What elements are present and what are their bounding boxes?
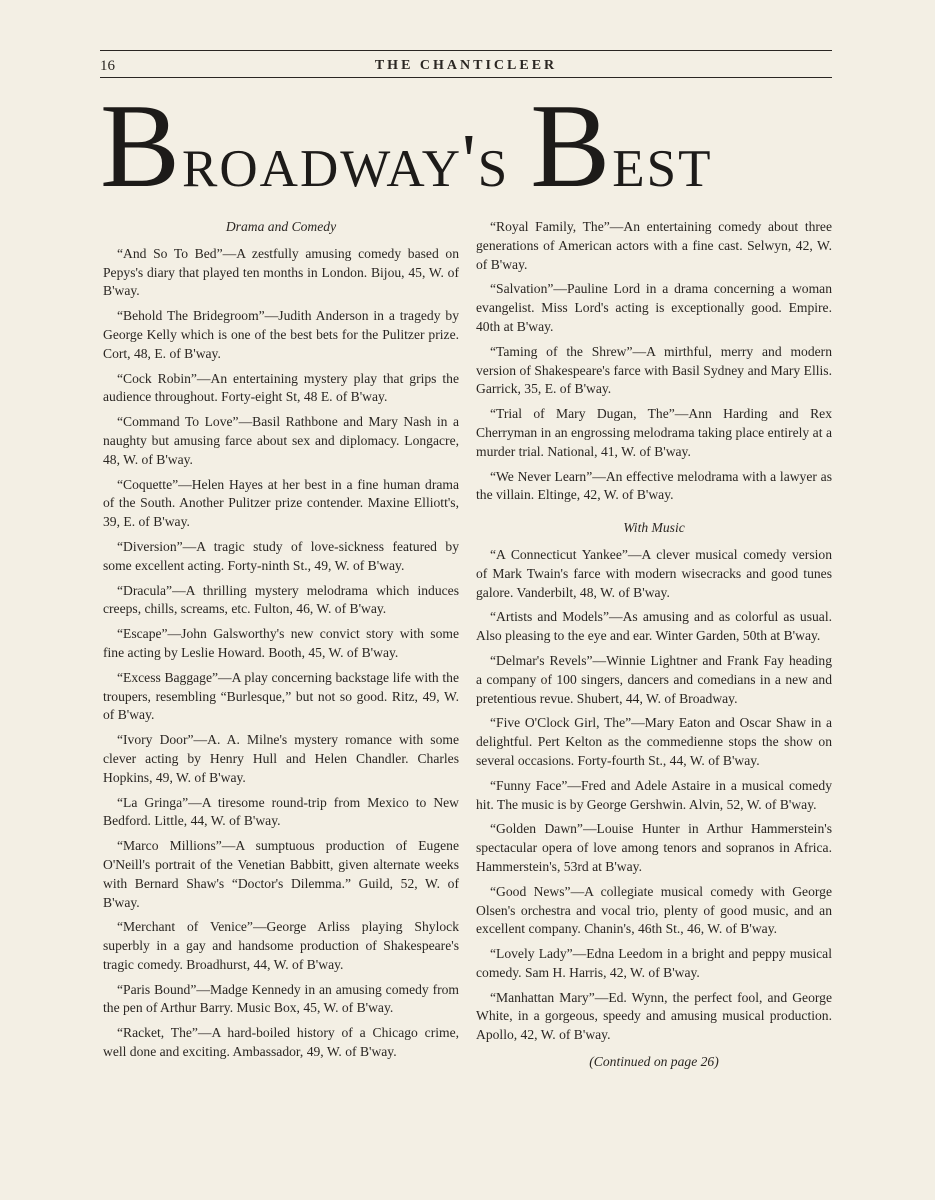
listing-entry: “Artists and Models”—As amusing and as colorful as usual. Also pleasing to the eye and ear. Winter Garden, 50th at B'way. [476, 609, 832, 644]
listing-entry: “And So To Bed”—A zestfully amusing comedy based on Pepys's diary that played ten months in London. Bijou, 45, W. of B'way. [103, 245, 459, 299]
listing-entry: “Five O'Clock Girl, The”—Mary Eaton and Oscar Shaw in a delightful. Pert Kelton as the commedienne stops the show on several occasions. Forty-fourth St., 44, W. of B'way. [476, 715, 832, 768]
listing-entry: “Salvation”—Pauline Lord in a drama concerning a woman evangelist. Miss Lord's acting is exceptionally good. Empire. 40th at B'way. [476, 281, 832, 334]
article-title [100, 79, 840, 212]
listing-entry: “Golden Dawn”—Louise Hunter in Arthur Hammerstein's spectacular opera of love among tenors and sopranos in Africa. Hammerstein's, 53rd at B'way. [476, 821, 832, 874]
magazine-name: THE CHANTICLEER [374, 58, 558, 73]
listing-entry: “Racket, The”—A hard-boiled history of a Chicago crime, well done and exciting. Ambassador, 49, W. of B'way. [103, 1025, 459, 1060]
title-word-broadways: roadway's [182, 119, 531, 203]
listing-entry: “Command To Love”—Basil Rathbone and Mary Nash in a naughty but amusing farce about sex and diplomacy. Longacre, 48, W. of B'way. [103, 414, 459, 467]
listing-entry: “Marco Millions”—A sumptuous production of Eugene O'Neill's portrait of the Venetian Babbitt, given alternate weeks with Bernard Shaw's “Doctor's Dilemma.” Guild, 52, W. of B'way. [103, 838, 459, 910]
listing-entry: “We Never Learn”—An effective melodrama with a lawyer as the villain. Eltinge, 42, W. of B'way. [476, 468, 832, 503]
header-bottom-rule [100, 77, 832, 78]
listing-entry: “Good News”—A collegiate musical comedy with George Olsen's orchestra and vocal trio, plenty of good music, and an excellent company. Chanin's, 46th St., 46, W. of B'way. [476, 883, 832, 937]
listing-entry: “Funny Face”—Fred and Adele Astaire in a musical comedy hit. The music is by George Gershwin. Alvin, 52, W. of B'way. [476, 777, 832, 812]
title-initial-b2: B [530, 79, 613, 212]
listing-entry: “La Gringa”—A tiresome round-trip from Mexico to New Bedford. Little, 44, W. of B'way. [103, 794, 459, 829]
listing-entry: “Ivory Door”—A. A. Milne's mystery romance with some clever acting by Henry Hull and Helen Chandler. Charles Hopkins, 49, W. of B'way. [103, 732, 459, 785]
section-heading-music: With Music [623, 520, 685, 536]
left-column [103, 218, 459, 1068]
listing-entry: “Manhattan Mary”—Ed. Wynn, the perfect fool, and George White, in a gorgeous, speedy and amusing musical production. Apollo, 42, W. of B'way. [476, 989, 832, 1043]
listing-entry: “Excess Baggage”—A play concerning backstage life with the troupers, resembling “Burlesque,” but not so good. Ritz, 49, W. of B'way. [103, 669, 459, 723]
listing-entry: “Trial of Mary Dugan, The”—Ann Harding and Rex Cherryman in an engrossing melodrama taking place entirely at a murder trial. National, 41, W. of B'way. [476, 406, 832, 459]
listing-entry: “Coquette”—Helen Hayes at her best in a fine human drama of the South. Another Pulitzer prize contender. Maxine Elliott's, 39, E. of B'way. [103, 476, 459, 530]
listing-entry: “Paris Bound”—Madge Kennedy in an amusing comedy from the pen of Arthur Barry. Music Box, 45, W. of B'way. [103, 981, 459, 1016]
listing-entry: “Taming of the Shrew”—A mirthful, merry and modern version of Shakespeare's farce with Basil Sydney and Mary Ellis. Garrick, 35, E. of B'way. [476, 343, 832, 397]
title-word-best: est [612, 119, 713, 203]
right-column [476, 218, 832, 1072]
listing-entry: “Lovely Lady”—Edna Leedom in a bright and peppy musical comedy. Sam H. Harris, 42, W. of B'way. [476, 946, 832, 980]
listing-entry: “Merchant of Venice”—George Arliss playing Shylock superbly in a gay and handsome production of Shakespeare's tragic comedy. Broadhurst, 44, W. of B'way. [103, 919, 459, 972]
listing-entry: “Cock Robin”—An entertaining mystery play that grips the audience throughout. Forty-eight St, 48 E. of B'way. [103, 370, 459, 405]
listing-entry: “Dracula”—A thrilling mystery melodrama which induces creeps, chills, screams, etc. Fulton, 46, W. of B'way. [103, 582, 459, 617]
continued-note: (Continued on page 26) [589, 1054, 719, 1070]
listing-entry: “A Connecticut Yankee”—A clever musical comedy version of Mark Twain's farce with modern wisecracks and good tunes galore. Vanderbilt, 48, W. of B'way. [476, 546, 832, 600]
header-top-rule [100, 50, 832, 51]
listing-entry: “Escape”—John Galsworthy's new convict story with some fine acting by Leslie Howard. Booth, 45, W. of B'way. [103, 626, 459, 660]
page-number: 16 [100, 58, 115, 74]
listing-entry: “Diversion”—A tragic study of love-sickness featured by some excellent acting. Forty-ninth St., 49, W. of B'way. [103, 538, 459, 573]
listing-entry: “Delmar's Revels”—Winnie Lightner and Frank Fay heading a company of 100 singers, dancers and comedians in a new and pretentious revue. Shubert, 44, W. of Broadway. [476, 652, 832, 706]
listing-entry: “Royal Family, The”—An entertaining comedy about three generations of American actors with a fine cast. Selwyn, 42, W. of B'way. [476, 219, 832, 272]
listing-entry: “Behold The Bridegroom”—Judith Anderson in a tragedy by George Kelly which is one of the best bets for the Pulitzer prize. Cort, 48, E. of B'way. [103, 308, 459, 361]
title-initial-b: B [100, 79, 183, 212]
running-header [100, 56, 832, 76]
section-heading-drama: Drama and Comedy [225, 219, 337, 234]
